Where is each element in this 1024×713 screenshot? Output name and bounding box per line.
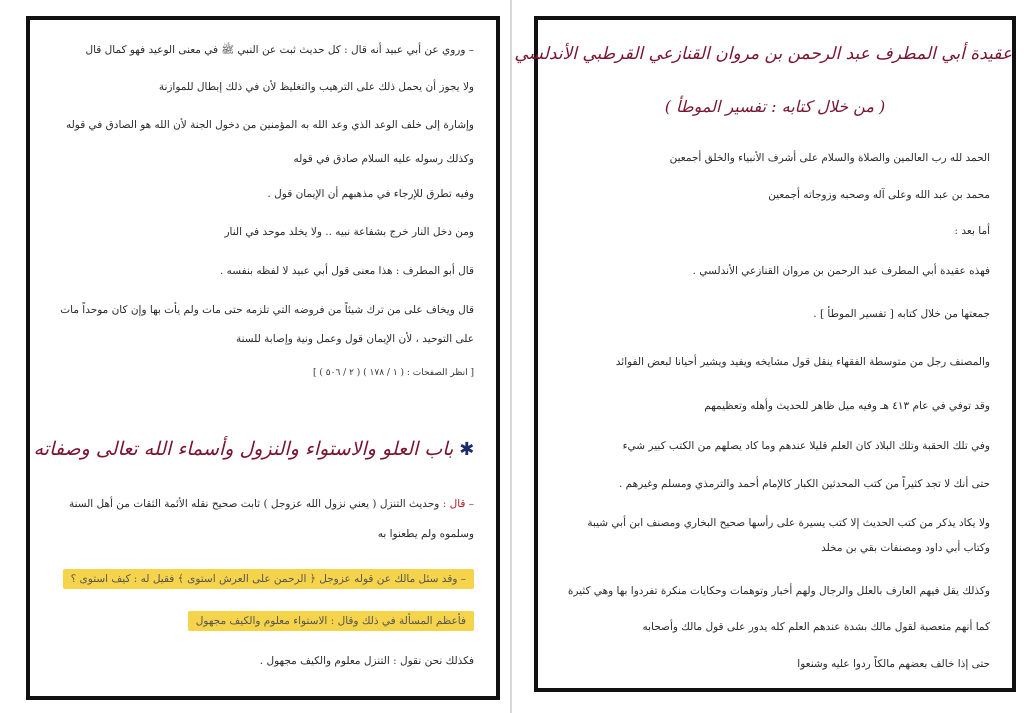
text-line: ولا يكاد يذكر من كتب الحديث إلا كتب يسيرة على رأسها صحيح البخاري ومصنف ابن أبي شيبة xyxy=(587,517,990,529)
left-page-frame xyxy=(26,16,500,700)
text-line: ومن دخل النار خرج بشفاعة نبيه .. ولا يخلد موحد في النار xyxy=(224,226,474,238)
section-heading xyxy=(30,438,496,460)
text-line: وسلموه ولم يطعنوا به xyxy=(377,528,474,540)
text-line: على التوحيد ، لأن الإيمان قول وعمل ونية وإصابة للسنة xyxy=(235,333,474,345)
text-line: وقد توفي في عام ٤١٣ هـ وفيه ميل ظاهر للحديث وأهله وتعظيمهم xyxy=(704,400,990,412)
right-page xyxy=(512,0,1024,713)
text-line: جمعتها من خلال كتابه [ تفسير الموطأ ] . xyxy=(813,308,990,320)
text-line: حتى أنك لا تجد كثيراً من كتب المحدثين الكبار كالإمام أحمد والترمذي ومسلم وغيرهم . xyxy=(619,478,990,490)
section-title: باب العلو والاستواء والنزول وأسماء الله تعالى وصفاته xyxy=(33,438,454,460)
text-line: وكتاب أبي داود ومصنفات بقي بن مخلد xyxy=(821,542,990,554)
text-line: وفي تلك الحقبة وتلك البلاد كان العلم قليلا عندهم وما كاد يصلهم من الكتب كبير شيء xyxy=(622,440,990,452)
text-line: وإشارة إلى خلف الوعد الذي وعد الله به المؤمنين من دخول الجنة لأن الله هو الصادق في قوله xyxy=(65,119,474,131)
line-text: وحديث التنزل ( يعني نزول الله عزوجل ) ثابت صحيح نقله الأئمة الثقات من أهل السنة xyxy=(68,498,443,510)
star-icon: ✱ xyxy=(459,439,475,460)
document-subtitle: ( من خلال كتابه : تفسير الموطأ ) xyxy=(664,97,886,116)
text-line: الحمد لله رب العالمين والصلاة والسلام على أشرف الأنبياء والخلق أجمعين xyxy=(669,152,990,164)
text-line: حتى إذا خالف بعضهم مالكاً ردوا عليه وشنعوا xyxy=(797,658,990,670)
text-line: وكذلك رسوله عليه السلام صادق في قوله xyxy=(293,153,474,165)
text-line: والمصنف رجل من متوسطة الفقهاء ينقل قول مشايخه ويفيد ويشير أحيانا لبعض الفوائد xyxy=(615,356,990,368)
highlighted-line xyxy=(50,613,474,629)
text-line: قال أبو المطرف : هذا معنى قول أبي عبيد لا لفظه بنفسه . xyxy=(219,265,474,277)
text-line: وكذلك يقل فيهم العارف بالعلل والرجال ولهم أخبار وتوهمات وحكايات منكرة تفردوا بها وهي كثيرة xyxy=(567,585,990,597)
highlight-text: – وقد سئل مالك عن قوله عزوجل ﴿ الرحمن على العرش استوى ﴾ فقيل له : كيف استوى ؟ xyxy=(63,569,474,589)
text-line: – وروي عن أبي عبيد أنه قال : كل حديث ثبت عن النبي ﷺ في معنى الوعيد فهو كمال قال xyxy=(85,44,474,56)
right-page-frame xyxy=(514,16,1016,692)
text-line xyxy=(50,496,474,512)
text-line: وفيه تطرق للإرجاء في مذهبهم أن الإيمان قول . xyxy=(267,188,474,200)
highlight-text: فأعظم المسألة في ذلك وقال : الاستواء معلوم والكيف مجهول xyxy=(188,611,474,631)
text-line: كما أنهم متعصبة لقول مالك بشدة عندهم العلم كله يدور على قول مالك وأصحابه xyxy=(642,621,990,633)
document-title: عقيدة أبي المطرف عبد الرحمن بن مروان القنازعي القرطبي الأندلسي xyxy=(514,44,1012,64)
text-line: فكذلك نحن نقول : التنزل معلوم والكيف مجهول . xyxy=(259,655,474,667)
line-prefix: – قال : xyxy=(442,498,474,510)
highlighted-line xyxy=(50,571,474,587)
text-line: فهذه عقيدة أبي المطرف عبد الرحمن بن مروان القنازعي الأندلسي . xyxy=(692,265,990,277)
page-reference: [ انظر الصفحات : ( ١ / ١٧٨ ) ( ٢ / ٥٠٦ ) ] xyxy=(313,368,474,378)
text-line: قال ويخاف على من ترك شيئاً من فروضه التي تلزمه حتى مات ولم يأت بها وإن كان موحداً مات xyxy=(60,304,474,316)
text-line: أما بعد : xyxy=(954,225,990,237)
text-line: محمد بن عبد الله وعلى آله وصحبه وزوجاته أجمعين xyxy=(768,189,990,201)
left-page xyxy=(0,0,510,713)
text-line: ولا يجوز أن يحمل ذلك على الترهيب والتغليظ لأن في ذلك إبطال للموازنة xyxy=(158,81,474,93)
